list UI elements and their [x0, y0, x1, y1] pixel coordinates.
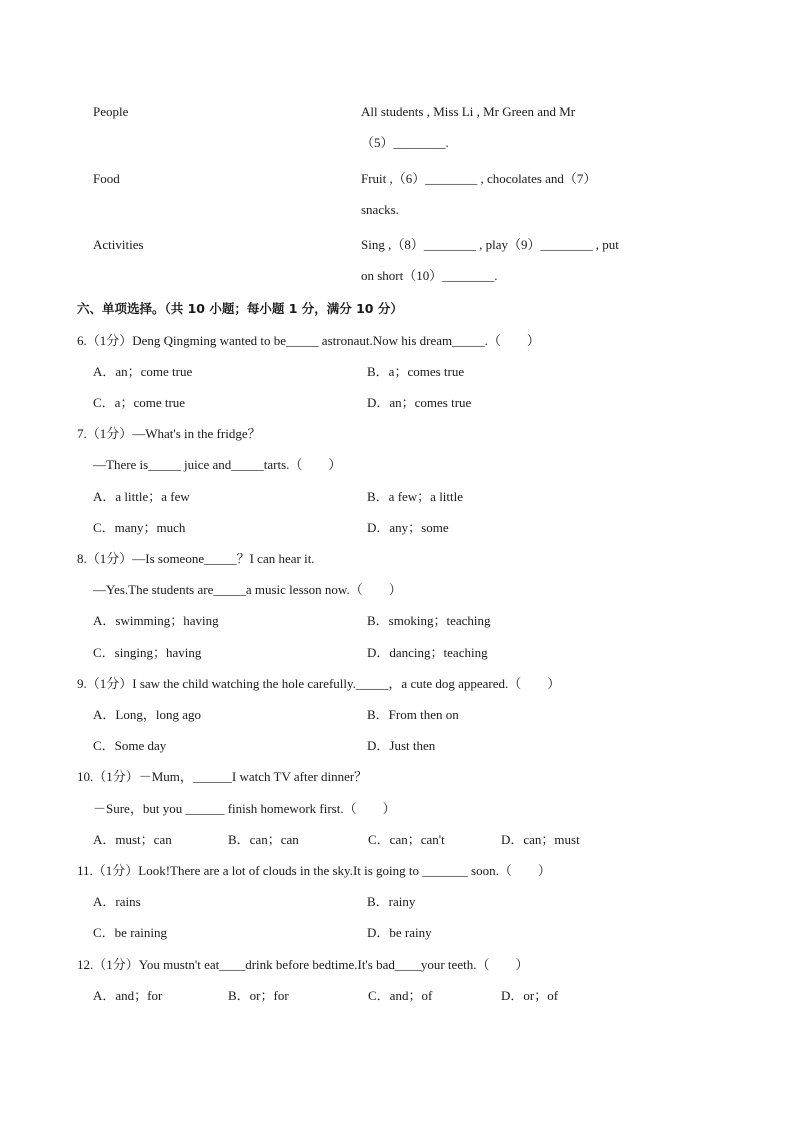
option-c: C．singing；having	[93, 645, 202, 660]
option-d: D．an；comes true	[367, 395, 472, 410]
question-stem: 12.（1分）You mustn't eat____drink before bedtime.It's bad____your teeth.（ ）	[77, 957, 529, 972]
option-d: D．or；of	[501, 988, 559, 1003]
question-stem: 9.（1分）I saw the child watching the hole carefully._____，a cute dog appeared.（ ）	[77, 676, 561, 691]
table-row-label: Food	[93, 171, 120, 186]
table-row-value: snacks.	[361, 202, 399, 217]
table-row-value: Fruit ,（6）________ , chocolates and（7）	[361, 171, 597, 186]
section-title: 六、单项选择。（共 10 小题；每小题 1 分，满分 10 分）	[77, 301, 403, 316]
option-a: A．and；for	[93, 988, 163, 1003]
question-stem: 6.（1分）Deng Qingming wanted to be_____ astronaut.Now his dream_____.（ ）	[77, 333, 540, 348]
option-c: C．and；of	[368, 988, 433, 1003]
question-stem: 8.（1分）—Is someone_____？I can hear it.	[77, 551, 315, 566]
question-stem: 10.（1分）－Mum，______I watch TV after dinner？	[77, 769, 368, 784]
question-stem-line2: —Yes.The students are_____a music lesson now.（ ）	[93, 582, 402, 597]
option-b: B．From then on	[367, 707, 459, 722]
table-row-value: （5）________.	[361, 135, 449, 150]
option-c: C．be raining	[93, 925, 168, 940]
question-stem: 7.（1分）—What's in the fridge？	[77, 426, 261, 441]
option-a: A．an；come true	[93, 364, 193, 379]
option-a: A．swimming；having	[93, 613, 219, 628]
table-row-value: on short（10）________.	[361, 268, 498, 283]
question-stem-line2: －Sure，but you ______ finish homework first.（ ）	[93, 801, 396, 816]
option-d: D．dancing；teaching	[367, 645, 488, 660]
option-c: C．can；can't	[368, 832, 445, 847]
table-row-value: Sing ,（8）________ , play（9）________ , put	[361, 237, 619, 252]
option-d: D．Just then	[367, 738, 436, 753]
table-row-label: People	[93, 104, 129, 119]
option-a: A．a little；a few	[93, 489, 190, 504]
option-b: B．rainy	[367, 894, 416, 909]
option-a: A．Long，long ago	[93, 707, 201, 722]
option-b: B．or；for	[228, 988, 289, 1003]
option-c: C．Some day	[93, 738, 167, 753]
table-row-label: Activities	[93, 237, 144, 252]
option-b: B．can；can	[228, 832, 299, 847]
option-d: D．be rainy	[367, 925, 432, 940]
option-a: A．must；can	[93, 832, 172, 847]
question-stem: 11.（1分）Look!There are a lot of clouds in the sky.It is going to _______ soon.（ ）	[77, 863, 551, 878]
option-b: B．smoking；teaching	[367, 613, 491, 628]
option-c: C．many；much	[93, 520, 186, 535]
option-c: C．a；come true	[93, 395, 186, 410]
option-b: B．a few；a little	[367, 489, 464, 504]
option-d: D．any；some	[367, 520, 449, 535]
option-d: D．can；must	[501, 832, 580, 847]
option-b: B．a；comes true	[367, 364, 465, 379]
question-stem-line2: —There is_____ juice and_____tarts.（ ）	[93, 457, 342, 472]
option-a: A．rains	[93, 894, 141, 909]
table-row-value: All students , Miss Li , Mr Green and Mr	[361, 104, 576, 119]
